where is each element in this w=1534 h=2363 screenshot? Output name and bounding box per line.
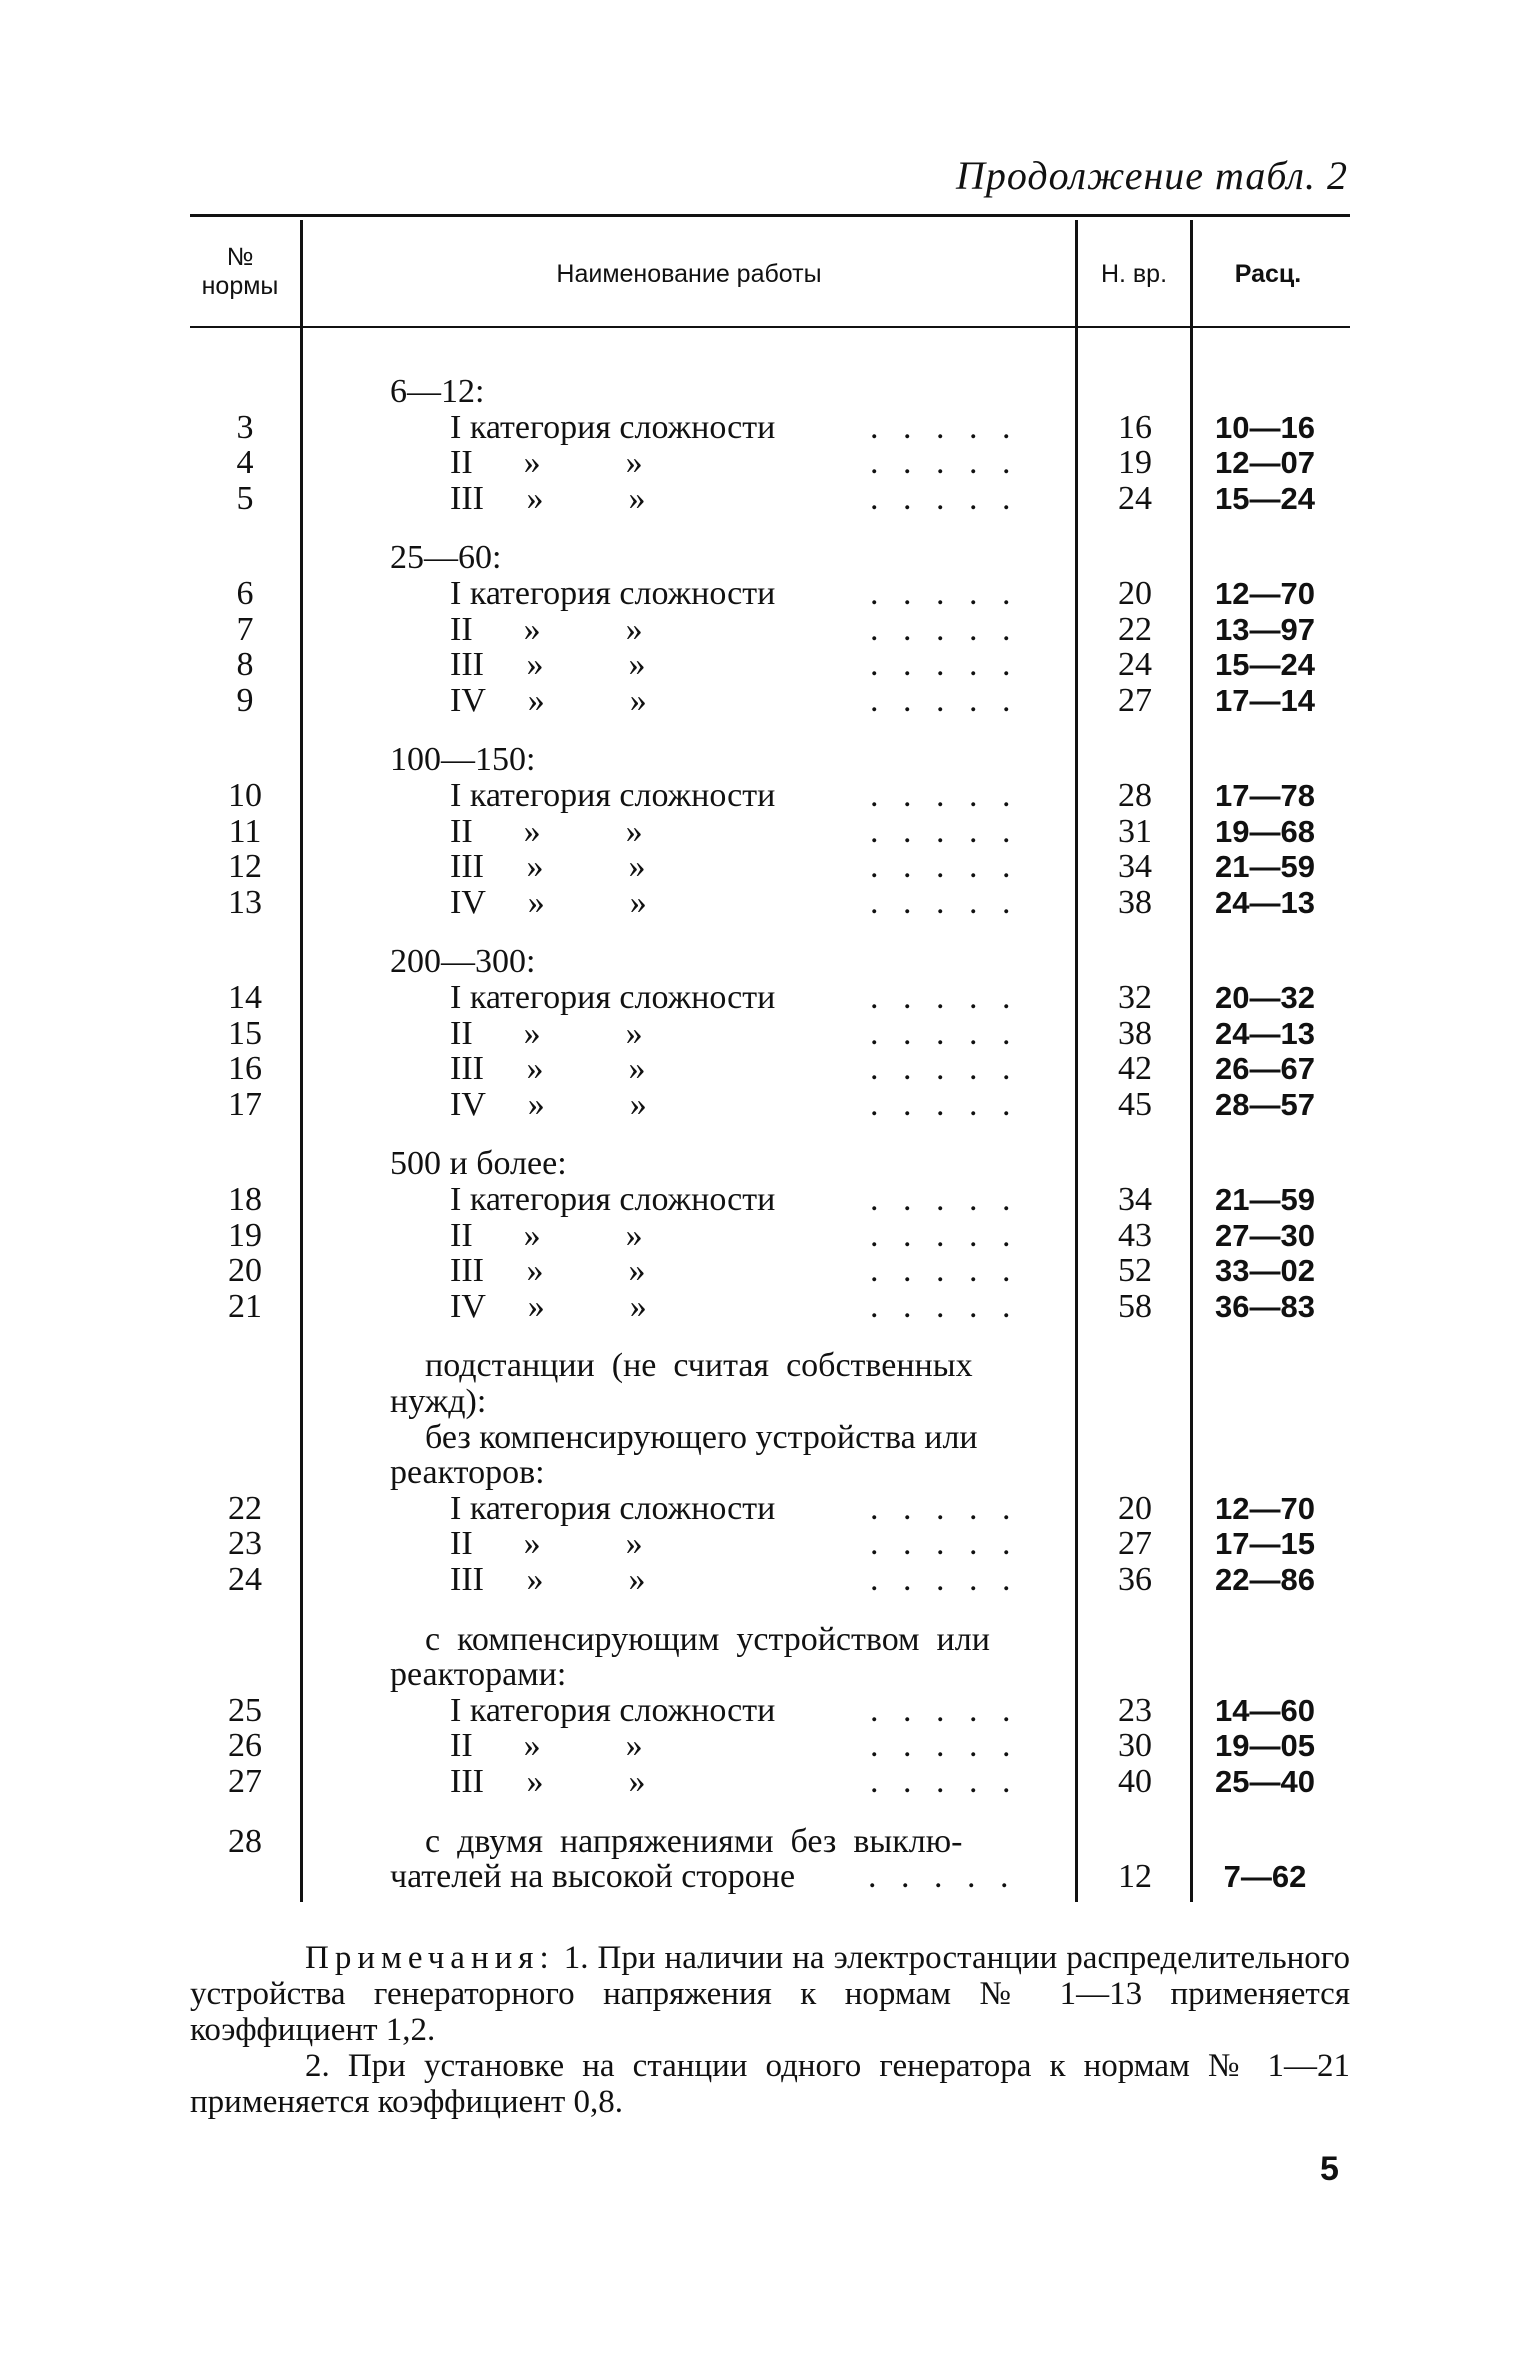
table-row [0,612,1534,648]
dot-leader: . . . . . [870,1763,1022,1800]
row-price: 28—57 [1215,1087,1315,1122]
row-hours: 12 [1118,1858,1152,1895]
row-name: III » » [450,1252,646,1289]
dot-leader: . . . . . [870,1086,1022,1123]
table-row [0,374,1534,410]
row-price: 14—60 [1215,1693,1315,1728]
row-hours: 27 [1118,682,1152,719]
row-price: 36—83 [1215,1289,1315,1324]
row-number: 22 [228,1490,262,1527]
table-row [0,1455,1534,1491]
row-number: 13 [228,884,262,921]
table-row [0,1859,1534,1895]
table-row [0,742,1534,778]
row-hours: 45 [1118,1086,1152,1123]
dot-leader: . . . . . [870,646,1022,683]
table-row [0,1051,1534,1087]
dot-leader: . . . . . [870,1015,1022,1052]
row-price: 27—30 [1215,1218,1315,1253]
row-number: 8 [236,646,254,683]
row-number: 23 [228,1525,262,1562]
row-hours: 38 [1118,884,1152,921]
row-number: 14 [228,979,262,1016]
notes [190,1940,1350,2120]
row-name: 25—60: [390,539,502,576]
table-row [0,1657,1534,1693]
row-price: 12—07 [1215,445,1315,480]
table-row [0,885,1534,921]
header-price: Расц. [1234,260,1302,288]
row-name: нужд): [390,1383,487,1420]
page-number: 5 [1320,2150,1339,2188]
row-price: 22—86 [1215,1562,1315,1597]
row-hours: 19 [1118,444,1152,481]
row-price: 13—97 [1215,612,1315,647]
table-row [0,980,1534,1016]
row-name: с двумя напряжениями без выклю- [425,1823,963,1860]
row-number: 28 [228,1823,262,1860]
dot-leader: . . . . . [870,1692,1022,1729]
table-row [0,1289,1534,1325]
dot-leader: . . . . . [870,1050,1022,1087]
row-price: 10—16 [1215,410,1315,445]
row-name: реакторов: [390,1454,545,1491]
row-hours: 30 [1118,1727,1152,1764]
row-name: III » » [450,480,646,517]
row-name: III » » [450,1050,646,1087]
row-hours: 36 [1118,1561,1152,1598]
dot-leader: . . . . . [870,1727,1022,1764]
row-hours: 24 [1118,646,1152,683]
row-name: II » » [450,444,643,481]
row-name: I категория сложности [450,1490,776,1527]
row-name: II » » [450,611,643,648]
row-hours: 27 [1118,1525,1152,1562]
dot-leader: . . . . . [870,848,1022,885]
row-price: 33—02 [1215,1253,1315,1288]
dot-leader: . . . . . [870,1561,1022,1598]
row-name: II » » [450,1525,643,1562]
table-row [0,1728,1534,1764]
table-row [0,1420,1534,1456]
header-name: Наименование работы [556,260,822,288]
row-number: 18 [228,1181,262,1218]
table-row [0,849,1534,885]
row-hours: 52 [1118,1252,1152,1289]
row-number: 5 [236,480,254,517]
dot-leader: . . . . . [870,682,1022,719]
row-hours: 20 [1118,575,1152,612]
row-number: 27 [228,1763,262,1800]
row-hours: 20 [1118,1490,1152,1527]
note-1: 1. При наличии на электростанции распределительного устройства генераторного напряжения к нормам № 1—13 применяется коэффициент 1,2. [190,1940,1351,2048]
note-2: 2. При установке на станции одного генератора к нормам № 1—21 применяется коэффициент 0,8. [190,2048,1350,2120]
table-row [0,1491,1534,1527]
table-row [0,576,1534,612]
row-name: III » » [450,1763,646,1800]
row-number: 25 [228,1692,262,1729]
row-price: 24—13 [1215,885,1315,920]
row-name: 500 и более: [390,1145,567,1182]
row-name: IV » » [450,1288,647,1325]
row-price: 26—67 [1215,1051,1315,1086]
row-hours: 16 [1118,409,1152,446]
table-row [0,410,1534,446]
row-name: III » » [450,1561,646,1598]
continuation-header: Продолжение табл. 2 [955,153,1348,198]
dot-leader: . . . . . [870,611,1022,648]
table-row [0,1693,1534,1729]
row-hours: 32 [1118,979,1152,1016]
row-number: 19 [228,1217,262,1254]
row-name: II » » [450,1727,643,1764]
table-row [0,778,1534,814]
row-name: с компенсирующим устройством или [425,1621,990,1658]
table-row [0,944,1534,980]
row-hours: 23 [1118,1692,1152,1729]
row-name: II » » [450,813,643,850]
row-hours: 38 [1118,1015,1152,1052]
row-number: 24 [228,1561,262,1598]
header-hours: Н. вр. [1100,260,1168,288]
row-name: 6—12: [390,373,485,410]
table-row [0,1348,1534,1384]
dot-leader: . . . . . [870,1217,1022,1254]
row-number: 16 [228,1050,262,1087]
row-name: I категория сложности [450,1181,776,1218]
table-row [0,1146,1534,1182]
dot-leader: . . . . . [870,1525,1022,1562]
row-hours: 22 [1118,611,1152,648]
row-number: 3 [236,409,254,446]
header-num: № нормы [201,243,279,300]
row-hours: 40 [1118,1763,1152,1800]
row-price: 7—62 [1223,1859,1307,1894]
row-name: III » » [450,646,646,683]
dot-leader: . . . . . [870,409,1022,446]
row-hours: 42 [1118,1050,1152,1087]
row-price: 25—40 [1215,1764,1315,1799]
row-number: 17 [228,1086,262,1123]
dot-leader: . . . . . [870,884,1022,921]
row-name: подстанции (не считая собственных [425,1347,973,1384]
row-number: 12 [228,848,262,885]
row-name: чателей на высокой стороне [390,1858,796,1895]
dot-leader: . . . . . [870,1288,1022,1325]
row-name: IV » » [450,1086,647,1123]
row-name: IV » » [450,682,647,719]
row-number: 9 [236,682,254,719]
table-row [0,481,1534,517]
row-price: 17—15 [1215,1526,1315,1561]
table-header-rule [190,326,1350,328]
row-name: 100—150: [390,741,536,778]
table-row [0,814,1534,850]
row-number: 4 [236,444,254,481]
table-row [0,683,1534,719]
row-price: 15—24 [1215,647,1315,682]
row-price: 12—70 [1215,1491,1315,1526]
row-name: без компенсирующего устройства или [425,1419,978,1456]
row-name: I категория сложности [450,979,776,1016]
dot-leader: . . . . . [870,480,1022,517]
table-row [0,1526,1534,1562]
row-hours: 31 [1118,813,1152,850]
dot-leader: . . . . . [870,1252,1022,1289]
row-price: 15—24 [1215,481,1315,516]
dot-leader: . . . . . [870,1490,1022,1527]
table-row [0,445,1534,481]
row-number: 7 [236,611,254,648]
row-price: 21—59 [1215,849,1315,884]
row-price: 24—13 [1215,1016,1315,1051]
table-row [0,1562,1534,1598]
row-price: 17—14 [1215,683,1315,718]
row-name: I категория сложности [450,1692,776,1729]
table-row [0,540,1534,576]
table-row [0,1764,1534,1800]
row-name: реакторами: [390,1656,567,1693]
row-number: 10 [228,777,262,814]
dot-leader: . . . . . [868,1858,1020,1895]
row-price: 19—05 [1215,1728,1315,1763]
row-name: II » » [450,1015,643,1052]
row-hours: 43 [1118,1217,1152,1254]
table-row [0,1824,1534,1860]
row-name: II » » [450,1217,643,1254]
table-row [0,1182,1534,1218]
dot-leader: . . . . . [870,444,1022,481]
row-price: 19—68 [1215,814,1315,849]
row-hours: 34 [1118,1181,1152,1218]
row-hours: 34 [1118,848,1152,885]
row-name: III » » [450,848,646,885]
row-price: 20—32 [1215,980,1315,1015]
notes-label: Примечания: [305,1940,555,1976]
dot-leader: . . . . . [870,979,1022,1016]
table-row [0,1016,1534,1052]
row-name: I категория сложности [450,575,776,612]
row-hours: 24 [1118,480,1152,517]
row-number: 11 [228,813,262,850]
table-top-rule [190,214,1350,217]
row-price: 17—78 [1215,778,1315,813]
table-row [0,1087,1534,1123]
row-number: 15 [228,1015,262,1052]
row-price: 12—70 [1215,576,1315,611]
row-name: 200—300: [390,943,536,980]
dot-leader: . . . . . [870,813,1022,850]
table-row [0,647,1534,683]
dot-leader: . . . . . [870,777,1022,814]
row-number: 26 [228,1727,262,1764]
table-row [0,1622,1534,1658]
dot-leader: . . . . . [870,1181,1022,1218]
row-number: 6 [236,575,254,612]
row-price: 21—59 [1215,1182,1315,1217]
row-name: IV » » [450,884,647,921]
row-hours: 58 [1118,1288,1152,1325]
table-row [0,1384,1534,1420]
table-row [0,1253,1534,1289]
row-name: I категория сложности [450,409,776,446]
row-hours: 28 [1118,777,1152,814]
row-number: 20 [228,1252,262,1289]
dot-leader: . . . . . [870,575,1022,612]
row-number: 21 [228,1288,262,1325]
table-row [0,1218,1534,1254]
row-name: I категория сложности [450,777,776,814]
